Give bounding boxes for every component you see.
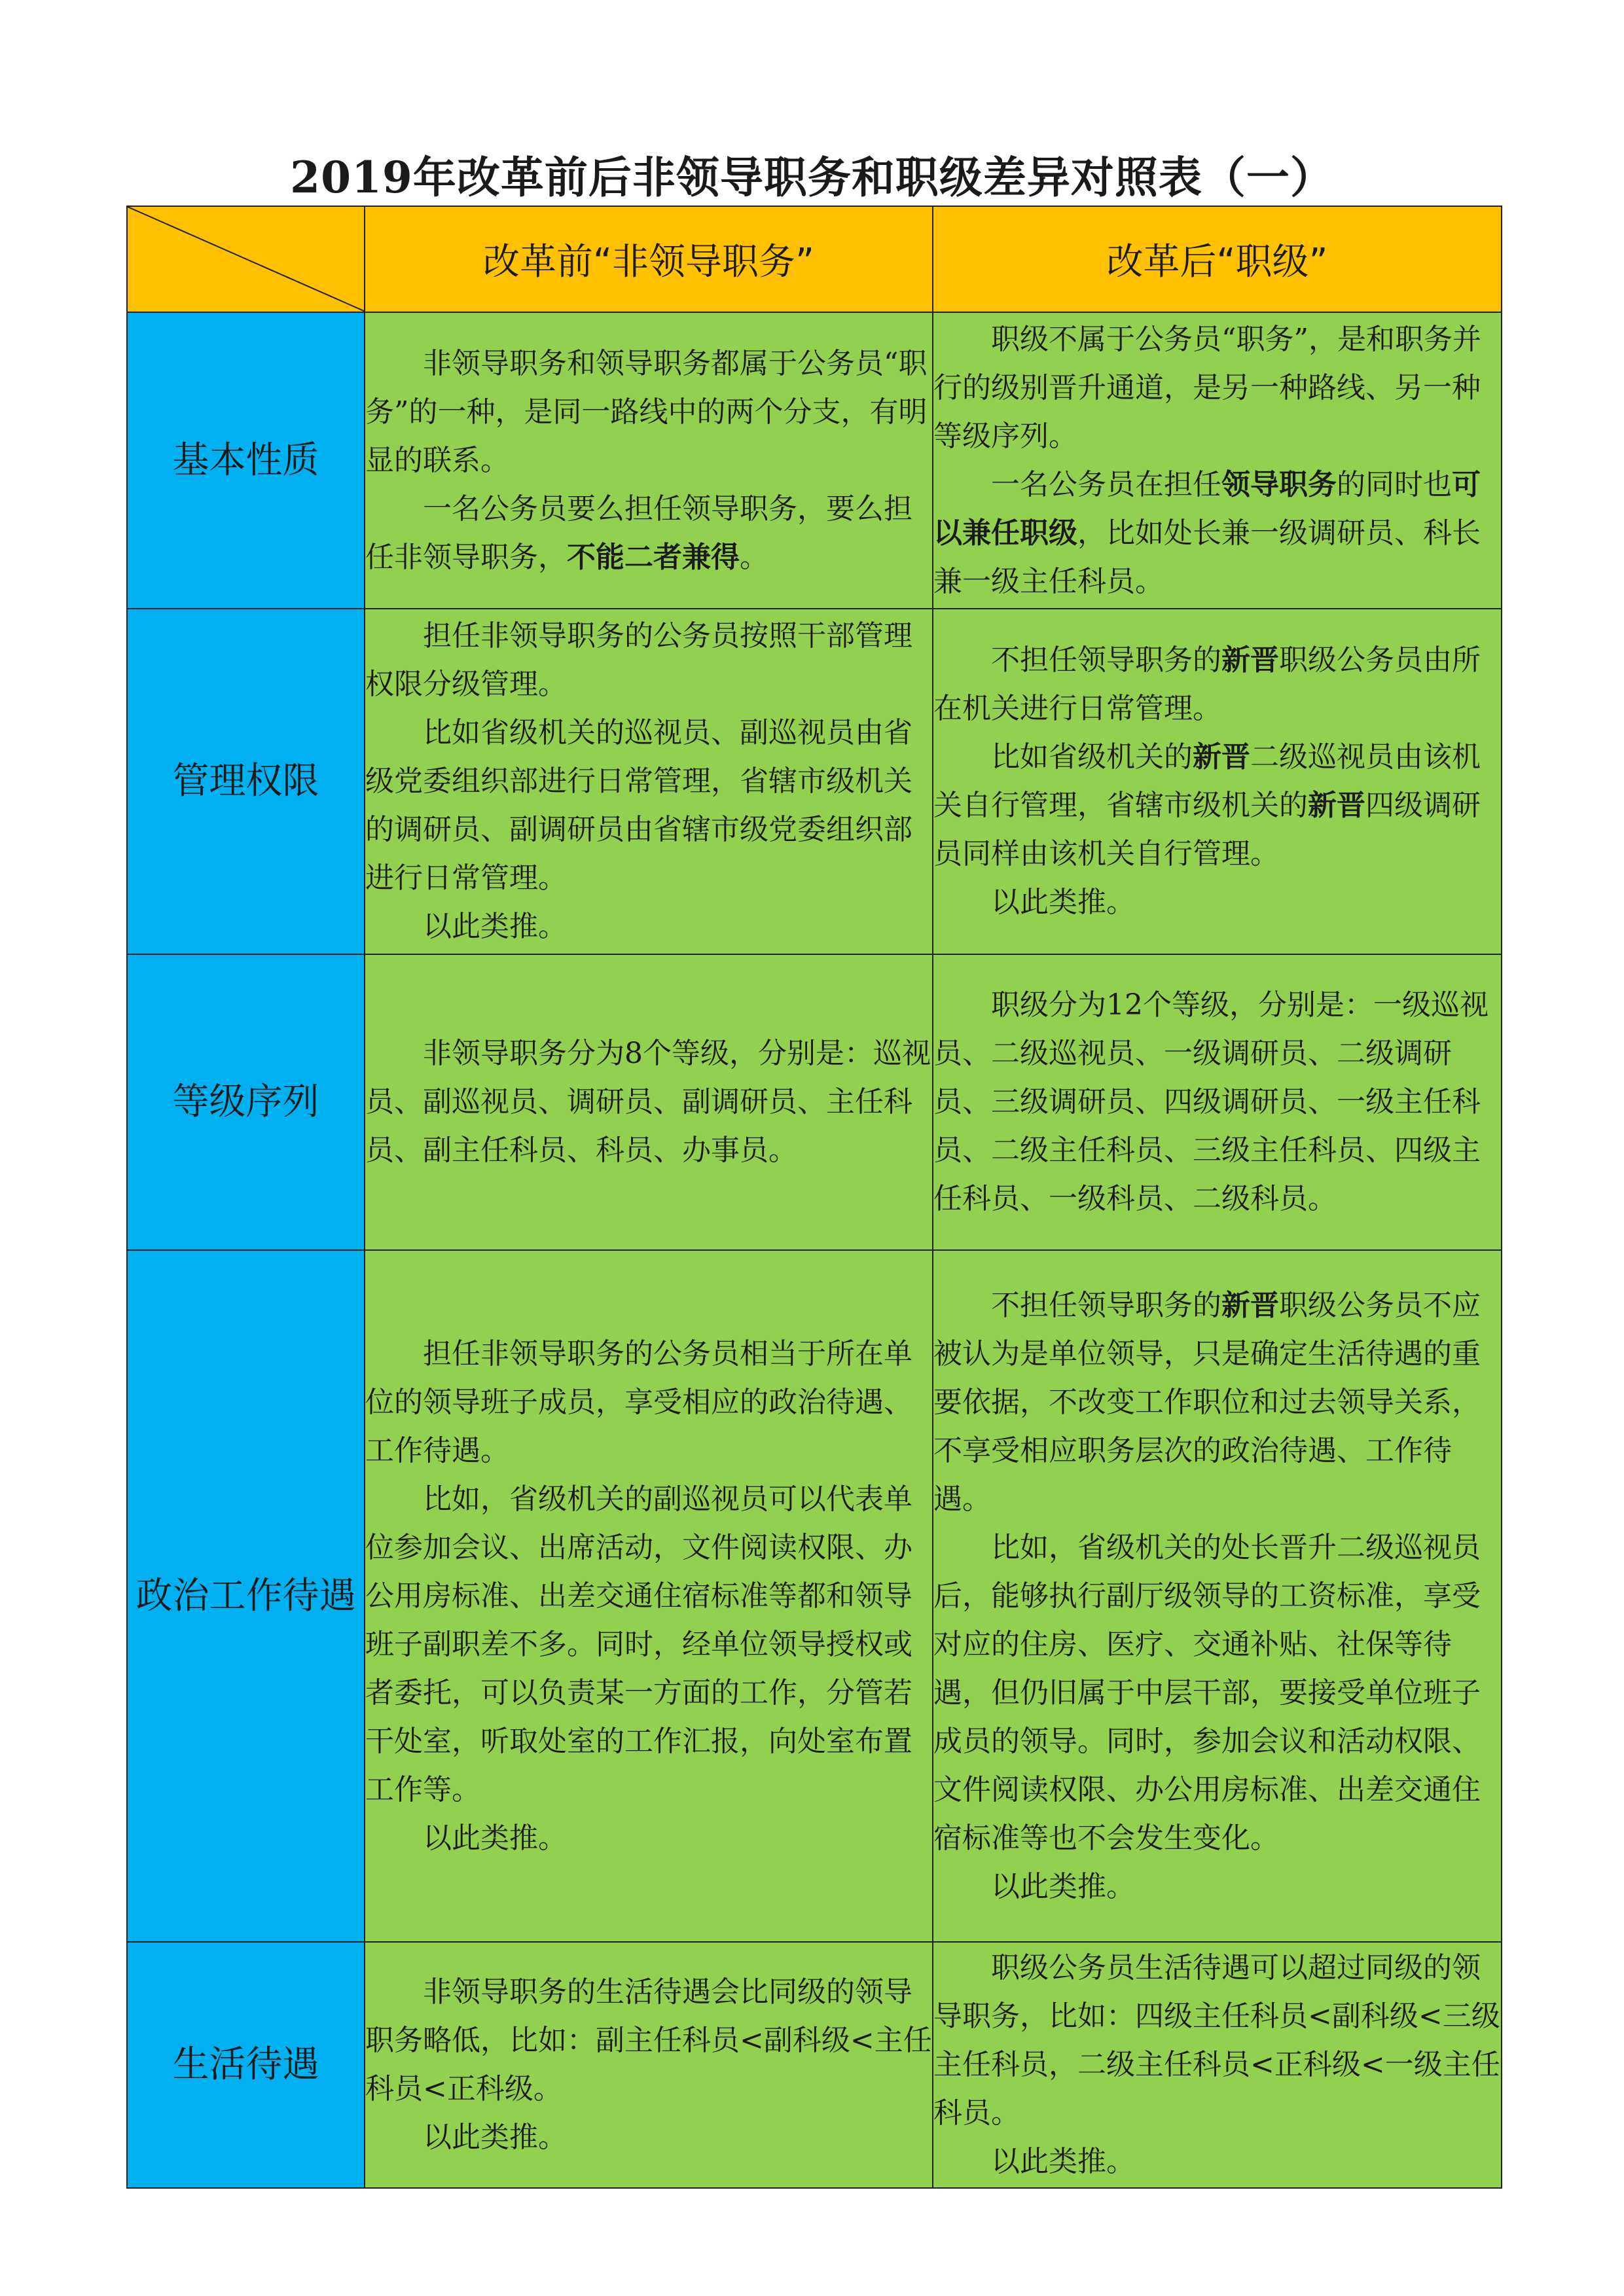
row-label: 等级序列 <box>127 954 365 1250</box>
paragraph: 比如省级机关的新晋二级巡视员由该机关自行管理，省辖市级机关的新晋四级调研员同样由该机关自行管理。 <box>933 740 1481 870</box>
before-cell <box>365 954 933 1250</box>
table-row <box>127 954 1502 1250</box>
after-cell <box>933 609 1502 954</box>
emphasis: 新晋 <box>1193 740 1250 774</box>
paragraph: 比如省级机关的巡视员、副巡视员由省级党委组织部进行日常管理，省辖市级机关的调研员、副调研员由省辖市级党委组织部进行日常管理。 <box>365 716 912 895</box>
before-cell <box>365 312 933 609</box>
paragraph: 职级分为12个等级，分别是：一级巡视员、二级巡视员、一级调研员、二级调研员、三级调研员、四级调研员、一级主任科员、二级主任科员、三级主任科员、四级主任科员、一级科员、二级科员。 <box>933 988 1489 1215</box>
row-label: 政治工作待遇 <box>127 1250 365 1942</box>
emphasis: 领导职务 <box>1221 467 1337 501</box>
paragraph: 以此类推。 <box>423 2121 567 2154</box>
corner-cell <box>127 206 365 312</box>
header-row <box>127 206 1502 312</box>
before-cell <box>365 1250 933 1942</box>
paragraph: 一名公务员要么担任领导职务，要么担任非领导职务，不能二者兼得。 <box>365 492 912 574</box>
paragraph: 比如，省级机关的处长晋升二级巡视员后，能够执行副厅级领导的工资标准，享受对应的住房、医疗、交通补贴、社保等待遇，但仍旧属于中层干部，要接受单位班子成员的领导。同时，参加会议和活动权限、文件阅读权限、办公用房标准、出差交通住宿标准等也不会发生变化。 <box>933 1530 1481 1855</box>
after-cell <box>933 1250 1502 1942</box>
emphasis: 不能二者兼得 <box>567 540 740 574</box>
paragraph: 以此类推。 <box>991 1869 1135 1903</box>
page-title: 2019年改革前后非领导职务和职级差异对照表（一） <box>290 152 1334 203</box>
paragraph: 职级公务员生活待遇可以超过同级的领导职务，比如：四级主任科员<副科级<三级主任科员，二级主任科员<正科级<一级主任科员。 <box>933 1951 1500 2130</box>
paragraph: 比如，省级机关的副巡视员可以代表单位参加会议、出席活动，文件阅读权限、办公用房标准、出差交通住宿标准等都和领导班子副职差不多。同时，经单位领导授权或者委托，可以负责某一方面的工作，分管若干处室，听取处室的工作汇报，向处室布置工作等。 <box>365 1482 912 1806</box>
after-cell <box>933 312 1502 609</box>
emphasis: 新晋 <box>1221 1288 1279 1322</box>
table-row <box>127 609 1502 954</box>
before-cell <box>365 609 933 954</box>
header-before: 改革前“非领导职务” <box>365 206 933 312</box>
paragraph: 以此类推。 <box>423 1821 567 1855</box>
paragraph: 不担任领导职务的新晋职级公务员由所在机关进行日常管理。 <box>933 643 1481 725</box>
after-cell <box>933 1942 1502 2188</box>
emphasis: 可以兼任职级 <box>933 467 1481 550</box>
after-cell <box>933 954 1502 1250</box>
before-cell <box>365 1942 933 2188</box>
table-row <box>127 312 1502 609</box>
row-label: 生活待遇 <box>127 1942 365 2188</box>
comparison-table <box>126 206 1502 2189</box>
paragraph: 非领导职务的生活待遇会比同级的领导职务略低，比如：副主任科员<副科级<主任科员<正科级。 <box>365 1975 932 2106</box>
paragraph: 以此类推。 <box>423 910 567 943</box>
row-label: 管理权限 <box>127 609 365 954</box>
diagonal-line <box>128 207 365 312</box>
emphasis: 新晋 <box>1221 643 1279 677</box>
paragraph: 担任非领导职务的公务员相当于所在单位的领导班子成员，享受相应的政治待遇、工作待遇。 <box>365 1336 912 1467</box>
paragraph: 以此类推。 <box>991 2145 1135 2178</box>
header-after: 改革后“职级” <box>933 206 1502 312</box>
row-label: 基本性质 <box>127 312 365 609</box>
emphasis: 新晋 <box>1308 789 1365 822</box>
paragraph: 以此类推。 <box>991 886 1135 919</box>
paragraph: 非领导职务分为8个等级，分别是：巡视员、副巡视员、调研员、副调研员、主任科员、副主任科员、科员、办事员。 <box>365 1037 931 1167</box>
paragraph: 担任非领导职务的公务员按照干部管理权限分级管理。 <box>365 619 912 701</box>
table-row <box>127 1942 1502 2188</box>
paragraph: 一名公务员在担任领导职务的同时也可以兼任职级，比如处长兼一级调研员、科长兼一级主任科员。 <box>933 467 1481 598</box>
table-row <box>127 1250 1502 1942</box>
paragraph: 职级不属于公务员“职务”，是和职务并行的级别晋升通道，是另一种路线、另一种等级序列。 <box>933 322 1481 453</box>
paragraph: 非领导职务和领导职务都属于公务员“职务”的一种，是同一路线中的两个分支，有明显的联系。 <box>365 346 928 477</box>
paragraph: 不担任领导职务的新晋职级公务员不应被认为是单位领导，只是确定生活待遇的重要依据，不改变工作职位和过去领导关系，不享受相应职务层次的政治待遇、工作待遇。 <box>933 1288 1481 1516</box>
